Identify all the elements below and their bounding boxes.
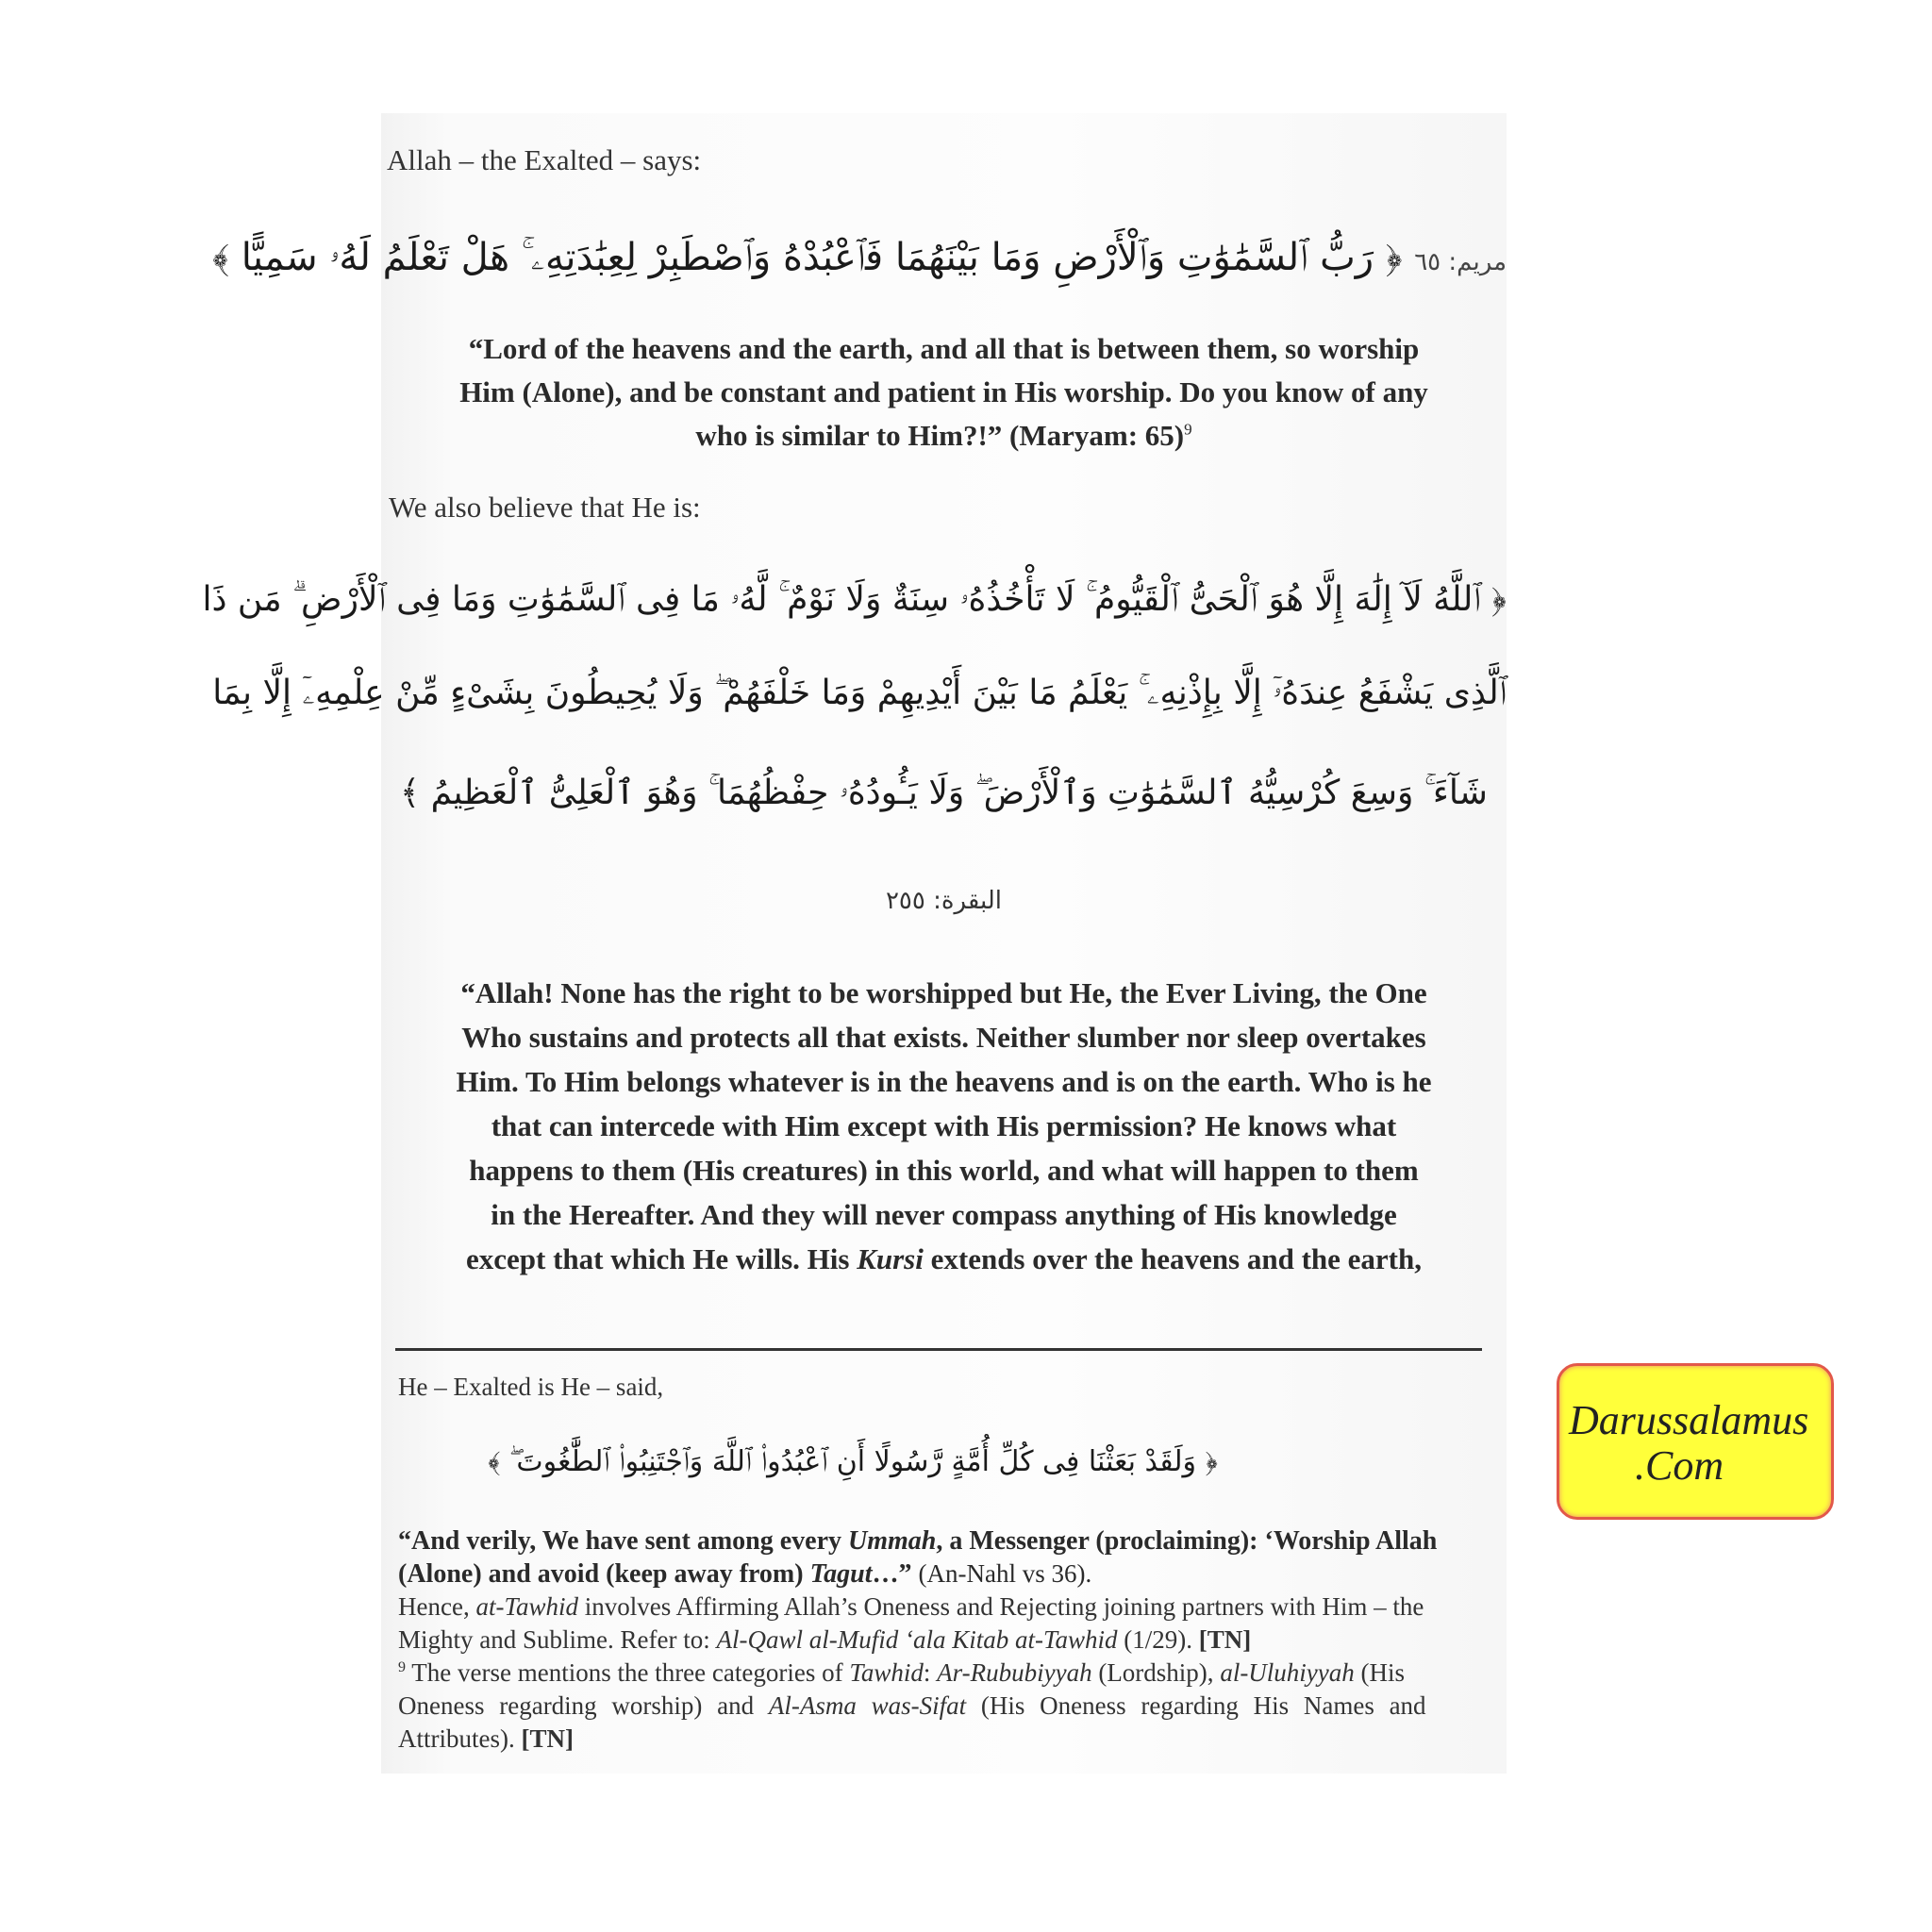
watermark-line2: .Com	[1635, 1442, 1724, 1489]
watermark-badge	[1557, 1363, 1834, 1520]
verse-reference: البقرة: ٢٥٥	[885, 887, 1003, 915]
text: (1/29).	[1117, 1625, 1199, 1654]
verse-maryam-arabic	[212, 236, 1507, 279]
text: (Alone) and avoid (keep away from)	[398, 1559, 810, 1589]
verse-text: ﴿ رَبُّ ٱلسَّمَٰوَٰتِ وَٱلْأَرْضِ وَمَا بَيْنَهُمَا فَٱعْبُدْهُ وَٱصْطَبِرْ لِعِبَٰدَتِهِۦ ۚ هَلْ تَعْلَمُ لَهُۥ سَمِيًّا ﴾	[212, 236, 1403, 279]
term: Al-Asma was-Sifat	[768, 1691, 967, 1720]
translation-line: Who sustains and protects all that exists. Neither slumber nor sleep overtakes	[461, 1021, 1426, 1054]
ayat-al-kursi-line: ﴿ ٱللَّهُ لَآ إِلَٰهَ إِلَّا هُوَ ٱلْحَىُّ ٱلْقَيُّومُ ۚ لَا تَأْخُذُهُۥ سِنَةٌ وَلَا نَوْمٌ ۚ لَّهُۥ مَا فِى ٱلسَّمَٰوَٰتِ وَمَا فِى ٱلْأَرْضِ ۗ مَن ذَا	[202, 580, 1507, 619]
translation-line: “Allah! None has the right to be worshipped but He, the Ever Living, the One	[460, 976, 1427, 1009]
reference: (An-Nahl vs 36).	[918, 1559, 1092, 1588]
book-title: Al-Qawl al-Mufid ‘ala Kitab at-Tawhid	[716, 1625, 1118, 1654]
intro-text: Allah – the Exalted – says:	[387, 143, 702, 176]
text: involves Affirming Allah’s Oneness and Rejecting joining partners with Him – the	[578, 1592, 1424, 1621]
text: Mighty and Sublime. Refer to:	[398, 1625, 717, 1654]
translation-line: Him. To Him belongs whatever is in the heavens and is on the earth. Who is he	[456, 1065, 1432, 1098]
watermark-line1: Darussalamus	[1569, 1397, 1809, 1443]
verse-reference: مريم: ٦٥	[1414, 248, 1507, 276]
term: Ummah	[848, 1526, 937, 1556]
intro-text: We also believe that He is:	[389, 491, 701, 524]
translation-text: who is similar to Him?!” (Maryam: 65)	[695, 419, 1185, 452]
text: except that which He wills. His	[466, 1242, 858, 1275]
term: Tawhid	[849, 1658, 924, 1687]
footnote-line	[398, 1691, 1426, 1721]
term: Tagut	[809, 1559, 873, 1589]
ayat-al-kursi-line: شَآءَ ۚ وَسِعَ كُرْسِيُّهُ ٱلسَّمَٰوَٰتِ وَٱلْأَرْضَ ۖ وَلَا يَـُٔودُهُۥ حِفْظُهُمَا ۚ وَهُوَ ٱلْعَلِىُّ ٱلْعَظِيمُ ﴾	[400, 774, 1488, 812]
text: :	[923, 1658, 938, 1687]
text: The verse mentions the three categories of	[406, 1658, 850, 1687]
ayat-al-kursi-line: ٱلَّذِى يَشْفَعُ عِندَهُۥٓ إِلَّا بِإِذْنِهِۦ ۚ يَعْلَمُ مَا بَيْنَ أَيْدِيهِمْ وَمَا خَلْفَهُمْ ۖ وَلَا يُحِيطُونَ بِشَىْءٍ مِّنْ عِلْمِهِۦٓ إِلَّا بِمَا	[212, 674, 1507, 712]
tn-marker: [TN]	[1198, 1625, 1252, 1654]
footnote-number: 9	[398, 1659, 406, 1675]
text: , a Messenger (proclaiming): ‘Worship Allah	[936, 1526, 1438, 1556]
text: “And verily, We have sent among every	[398, 1526, 849, 1556]
footnote-line	[398, 1625, 1251, 1655]
footnote-marker[interactable]: 9	[1184, 420, 1192, 439]
footnote-quote-line	[398, 1559, 1091, 1590]
footnote-line	[398, 1724, 574, 1754]
term: at-Tawhid	[475, 1592, 578, 1621]
tn-marker: [TN]	[521, 1724, 574, 1753]
translation-line: “Lord of the heavens and the earth, and all that is between them, so worship	[468, 332, 1420, 365]
text: (Lordship),	[1091, 1658, 1221, 1687]
text: (His Oneness regarding His Names and	[966, 1691, 1426, 1720]
footnote-line	[398, 1592, 1424, 1622]
footnote-divider	[395, 1348, 1482, 1351]
term: al-Uluhiyyah	[1220, 1658, 1355, 1687]
translation-line: Him (Alone), and be constant and patient in His worship. Do you know of any	[459, 375, 1428, 408]
term: Ar-Rububiyyah	[937, 1658, 1092, 1687]
translation-line: happens to them (His creatures) in this world, and what will happen to them	[469, 1154, 1419, 1187]
translation-line	[381, 419, 1507, 453]
text: (His	[1354, 1658, 1406, 1687]
footnote-9	[398, 1658, 1405, 1688]
text: extends over the heavens and the earth,	[923, 1242, 1422, 1275]
translation-line	[381, 1242, 1507, 1276]
translation-line: in the Hereafter. And they will never compass anything of His knowledge	[491, 1198, 1397, 1231]
text: Hence,	[398, 1592, 476, 1621]
text: Attributes).	[398, 1724, 522, 1753]
footnote-quote-line	[398, 1526, 1437, 1557]
term-kursi: Kursi	[857, 1242, 924, 1275]
translation-line: that can intercede with Him except with His permission? He knows what	[491, 1109, 1397, 1142]
footnote-arabic-verse: ﴿ وَلَقَدْ بَعَثْنَا فِى كُلِّ أُمَّةٍ رَّسُولًا أَنِ ٱعْبُدُوا۟ ٱللَّهَ وَٱجْتَنِبُوا۟ ٱلطَّٰغُوتَ ۖ ﴾	[488, 1445, 1218, 1478]
footnote-intro: He – Exalted is He – said,	[398, 1373, 664, 1401]
text: Oneness regarding worship) and	[398, 1691, 769, 1720]
text: …”	[872, 1559, 919, 1589]
